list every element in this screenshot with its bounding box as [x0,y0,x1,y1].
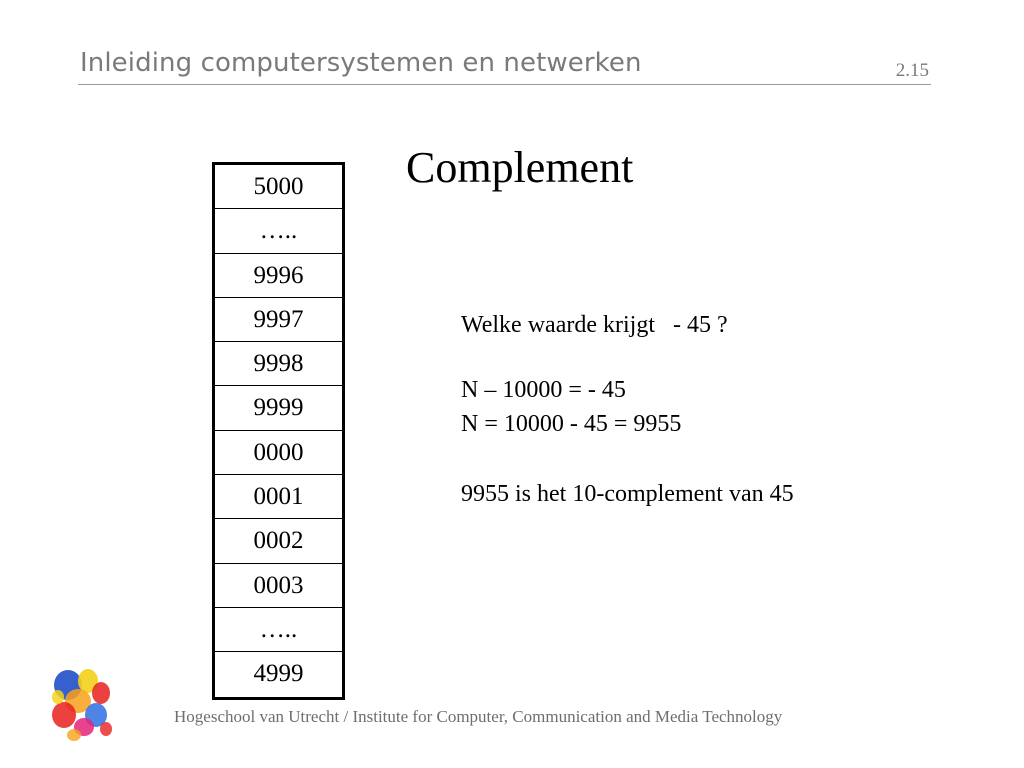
memory-cell: 0002 [215,519,342,563]
memory-cell: ….. [215,608,342,652]
header-title: Inleiding computersystemen en netwerken [80,48,642,78]
memory-cell: 5000 [215,165,342,209]
memory-cell: 9998 [215,342,342,386]
memory-cell: 0003 [215,564,342,608]
memory-cell: ….. [215,209,342,253]
memory-table [212,162,345,700]
equation-line-2: N = 10000 - 45 = 9955 [461,411,682,437]
question-text: Welke waarde krijgt - 45 ? [461,312,728,338]
slide-heading: Complement [406,143,634,192]
footer-text: Hogeschool van Utrecht / Institute for Computer, Communication and Media Technology [174,707,783,726]
school-logo-icon [46,663,120,743]
memory-cell: 0000 [215,431,342,475]
memory-cell: 0001 [215,475,342,519]
memory-cell: 9996 [215,254,342,298]
header-divider [78,84,931,85]
equation-line-1: N – 10000 = - 45 [461,377,626,403]
slide-number: 2.15 [895,60,929,81]
memory-cell: 9997 [215,298,342,342]
memory-cell: 9999 [215,386,342,430]
conclusion-text: 9955 is het 10-complement van 45 [461,481,794,507]
memory-cell: 4999 [253,660,304,688]
